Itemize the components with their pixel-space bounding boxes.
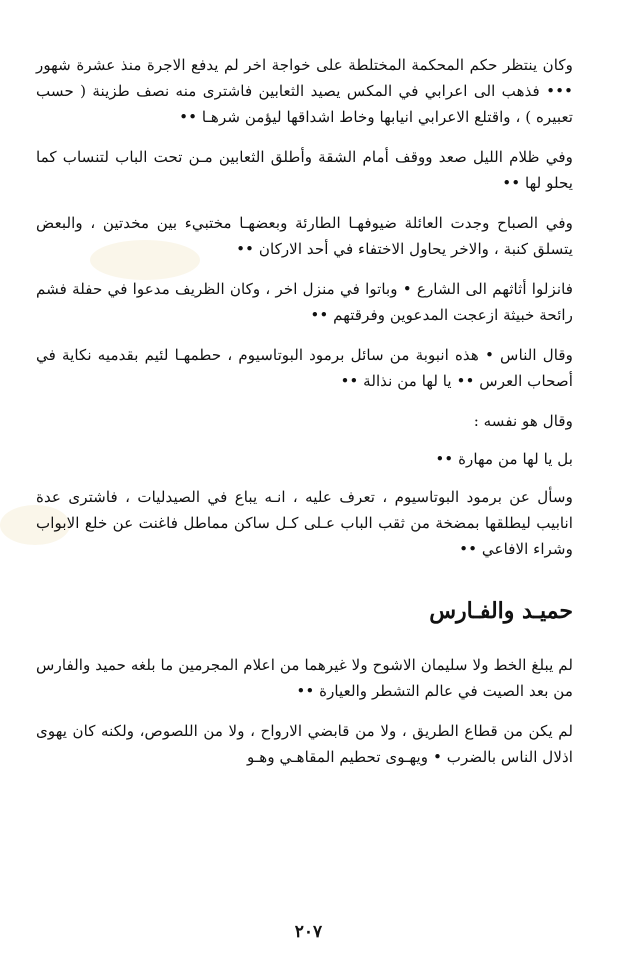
page-number: ٢٠٧ — [294, 922, 323, 942]
paragraph: بل يا لها من مهارة •• — [435, 450, 573, 468]
paragraph: وفي الصباح وجدت العائلة ضيوفهـا الطارئة وبعضهـا مختبيء بين مخدتين ، والبعض يتسلق كنبة ، والاخر يحاول الاختفاء في أحد الاركان •• — [36, 214, 573, 258]
paragraph: وسأل عن برمود البوتاسيوم ، تعرف عليه ، انـه يباع في الصيدليات ، فاشترى عدة انابيب ليطلقها بمضخة من ثقب الباب عـلى كـل ساكن مماطل فاغنت عن خلع الابواب وشراء الافاعي •• — [36, 488, 573, 558]
section-title: حميـد والفـارس — [429, 598, 573, 624]
paragraph: وقال الناس • هذه انبوبة من سائل برمود البوتاسيوم ، حطمهـا لئيم بقدميه نكاية في أصحاب العرس •• يا لها من نذالة •• — [36, 346, 573, 390]
paragraph: فانزلوا أثاثهم الى الشارع • وباتوا في منزل اخر ، وكان الظريف مدعوا في حفلة فشم رائحة خبيثة ازعجت المدعوين وفرقتهم •• — [36, 280, 573, 324]
paragraph: لم يبلغ الخط ولا سليمان الاشوح ولا غيرهما من اعلام المجرمين ما بلغه حميد والفارس من بعد الصيت في عالم التشطر والعيارة •• — [36, 656, 573, 700]
page-body — [36, 52, 573, 784]
paragraph: وفي ظلام الليل صعد ووقف أمام الشقة وأطلق الثعابين مـن تحت الباب لتنساب كما يحلو لها •• — [36, 148, 573, 192]
paragraph: وقال هو نفسه : — [473, 412, 573, 430]
paragraph: وكان ينتظر حكم المحكمة المختلطة على خواجة اخر لم يدفع الاجرة منذ عشرة شهور ••• فذهب الى اعرابي في المكس يصيد الثعابين فاشترى منه نصف طزينة ( حسب تعبيره ) ، واقتلع الاعرابي انيابها وخاط اشداقها ليؤمن شرهـا •• — [36, 56, 573, 126]
paragraph: لم يكن من قطاع الطريق ، ولا من قابضي الارواح ، ولا من اللصوص، ولكنه كان يهوى اذلال الناس بالضرب • ويهـوى تحطيم المقاهـي وهـو — [36, 722, 573, 766]
